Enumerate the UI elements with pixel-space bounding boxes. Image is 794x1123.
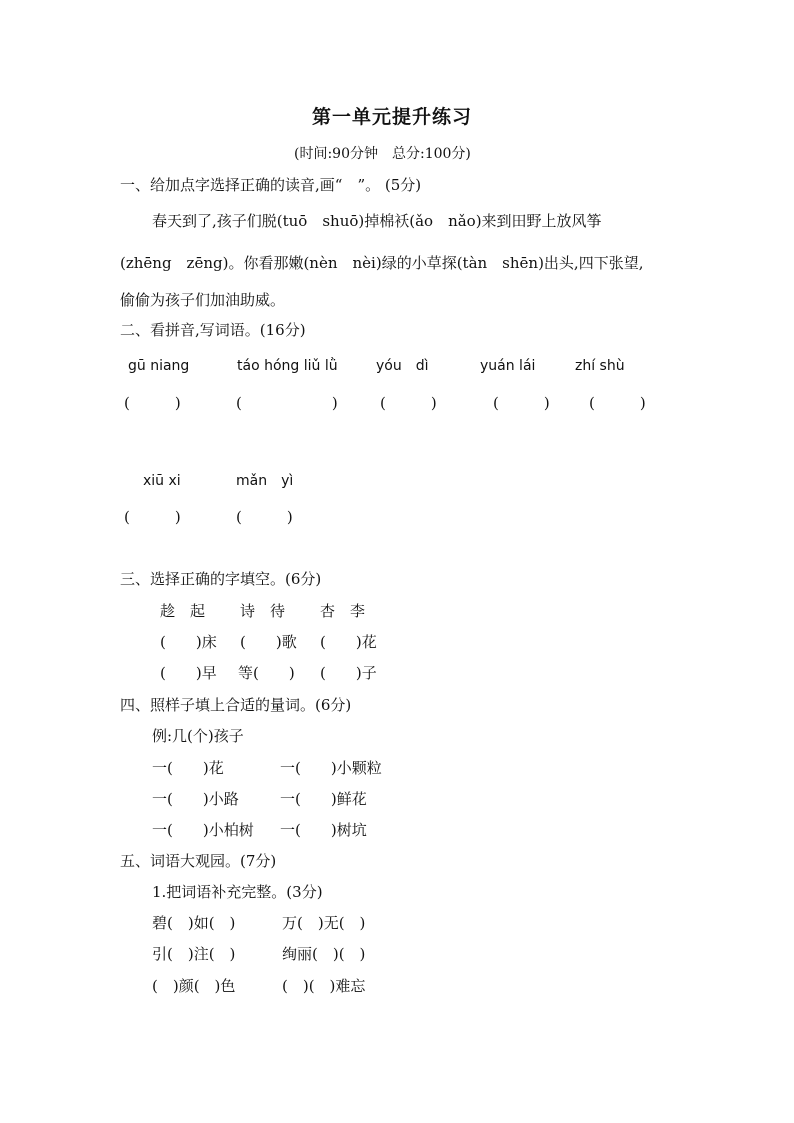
- page-subtitle: (时间:90分钟 总分:100分): [294, 146, 471, 162]
- idiom-item[interactable]: ( )( )难忘: [282, 977, 366, 995]
- answer-blank[interactable]: ( ): [236, 508, 293, 526]
- pinyin-prompt: gū niang: [128, 358, 190, 374]
- q4-example: 例:几(个)孩子: [152, 727, 244, 745]
- pinyin-prompt: yóu dì: [376, 358, 429, 374]
- measure-word-item[interactable]: 一( )小颗粒: [280, 759, 382, 777]
- q1-line-3: 偷偷为孩子们加油助威。: [120, 291, 286, 309]
- answer-blank[interactable]: ( ): [493, 394, 550, 412]
- pinyin-prompt: táo hóng liǔ lǜ: [237, 358, 338, 374]
- q5-subheading: 1.把词语补充完整。(3分): [152, 883, 323, 901]
- q1-heading: 一、给加点字选择正确的读音,画“ ”。 (5分): [120, 176, 422, 194]
- idiom-item[interactable]: 碧( )如( ): [152, 914, 236, 932]
- answer-blank[interactable]: ( ): [589, 394, 646, 412]
- q5-heading: 五、词语大观园。(7分): [120, 852, 277, 870]
- char-choice-pair: 诗 待: [240, 602, 286, 620]
- fill-item[interactable]: ( )床: [160, 633, 217, 651]
- measure-word-item[interactable]: 一( )树坑: [280, 821, 367, 839]
- fill-item[interactable]: ( )花: [320, 633, 377, 651]
- q2-heading: 二、看拼音,写词语。(16分): [120, 321, 306, 339]
- idiom-item[interactable]: 绚丽( )( ): [282, 945, 366, 963]
- q3-heading: 三、选择正确的字填空。(6分): [120, 570, 322, 588]
- measure-word-item[interactable]: 一( )鲜花: [280, 790, 367, 808]
- pinyin-prompt: yuán lái: [480, 358, 536, 374]
- idiom-item[interactable]: 引( )注( ): [152, 945, 236, 963]
- char-choice-pair: 趁 起: [160, 602, 206, 620]
- answer-blank[interactable]: ( ): [236, 394, 338, 412]
- char-choice-pair: 杏 李: [320, 602, 366, 620]
- page-title: 第一单元提升练习: [312, 106, 473, 128]
- answer-blank[interactable]: ( ): [124, 394, 181, 412]
- measure-word-item[interactable]: 一( )小柏树: [152, 821, 254, 839]
- q1-line-1: 春天到了,孩子们脱(tuō shuō)掉棉袄(ǎo nǎo)来到田野上放风筝: [152, 212, 602, 230]
- pinyin-prompt: mǎn yì: [236, 473, 294, 489]
- answer-blank[interactable]: ( ): [124, 508, 181, 526]
- q4-heading: 四、照样子填上合适的量词。(6分): [120, 696, 352, 714]
- measure-word-item[interactable]: 一( )花: [152, 759, 224, 777]
- idiom-item[interactable]: 万( )无( ): [282, 914, 366, 932]
- pinyin-prompt: xiū xi: [143, 473, 181, 489]
- fill-item[interactable]: ( )歌: [240, 633, 297, 651]
- q1-line-2: (zhēng zēng)。你看那嫩(nèn nèi)绿的小草探(tàn shēn)出头,四下张望,: [120, 254, 644, 272]
- fill-item[interactable]: 等( ): [238, 664, 295, 682]
- fill-item[interactable]: ( )子: [320, 664, 377, 682]
- idiom-item[interactable]: ( )颜( )色: [152, 977, 236, 995]
- answer-blank[interactable]: ( ): [380, 394, 437, 412]
- pinyin-prompt: zhí shù: [575, 358, 625, 374]
- measure-word-item[interactable]: 一( )小路: [152, 790, 239, 808]
- fill-item[interactable]: ( )早: [160, 664, 217, 682]
